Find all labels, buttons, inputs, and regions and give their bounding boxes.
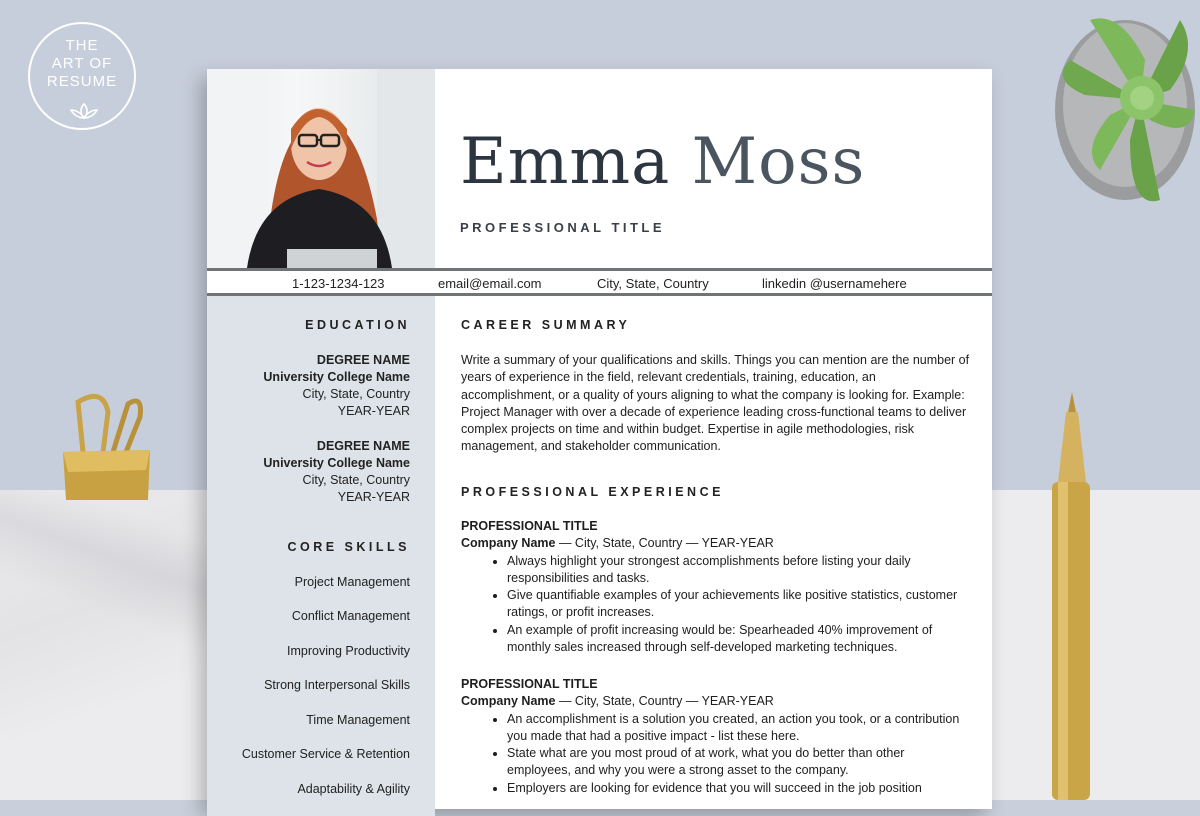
summary-heading: CAREER SUMMARY (461, 318, 631, 332)
job-bullet: • Give quantifiable examples of your achievements like positive statistics, customer ratings, or profit increases. (507, 587, 971, 622)
job-bullet: • Always highlight your strongest accomplishments before listing your daily responsibilities and tasks. (507, 553, 971, 588)
education-entry (263, 438, 410, 506)
job-bullets (461, 711, 971, 797)
contact-bar (207, 268, 992, 296)
lotus-icon (68, 102, 100, 120)
skill-item: Customer Service & Retention (241, 747, 410, 761)
profile-photo (207, 69, 435, 268)
skill-item: Improving Productivity (287, 644, 410, 658)
job-company-line (461, 535, 971, 552)
candidate-name (460, 125, 865, 199)
contact-linkedin: linkedin @usernamehere (762, 276, 907, 291)
job-bullet: • An example of profit increasing would be: Spearheaded 40% improvement of monthly sales increased through self-developed marketing techniques. (507, 622, 971, 657)
company-name: Company Name (461, 694, 556, 709)
school-location: City, State, Country (302, 387, 410, 401)
brand-logo (28, 22, 136, 130)
job-bullets (461, 553, 971, 657)
succulent-plant-image (1030, 0, 1200, 215)
job-bullet: • An accomplishment is a solution you created, an action you took, or a contribution you made that had a positive impact - list these here. (507, 711, 971, 746)
logo-line-2: ART OF (51, 55, 113, 72)
school-name: University College Name (263, 370, 410, 384)
first-name: Emma (460, 125, 671, 199)
job-entry (461, 518, 971, 656)
job-bullet: • Employers are looking for evidence that you will succeed in the job position (507, 780, 971, 797)
skills-heading: CORE SKILLS (287, 540, 410, 554)
job-bullet: • State what are you most proud of at work, what you do better than other employees, and why you were a strong asset to the company. (507, 745, 971, 780)
logo-line-1: THE (65, 37, 99, 54)
sidebar (207, 296, 435, 816)
skill-item: Adaptability & Agility (297, 782, 410, 796)
education-heading: EDUCATION (305, 318, 410, 332)
job-entry (461, 676, 971, 797)
job-details: — City, State, Country — YEAR-YEAR (555, 536, 774, 551)
logo-line-3: RESUME (46, 73, 118, 90)
job-title: PROFESSIONAL TITLE (461, 519, 598, 533)
gold-pen-image (1038, 392, 1098, 800)
job-details: — City, State, Country — YEAR-YEAR (555, 694, 774, 709)
professional-title: PROFESSIONAL TITLE (460, 220, 666, 235)
degree-name: DEGREE NAME (316, 353, 410, 367)
career-summary: Write a summary of your qualifications and skills. Things you can mention are the number of years of experience in the field, relevant credentials, training, education, an accomplishment, or a quality of yours aligning to what the company is looking for. Example: Project Manager with over a decade of experience leading cross-functional teams to deliver complex projects on time and within budget. Expertise in agile methodologies, risk management, and stakeholder communication. (461, 353, 970, 454)
school-name: University College Name (263, 456, 410, 470)
job-company-line (461, 693, 971, 710)
skill-item: Project Management (294, 575, 410, 589)
school-years: YEAR-YEAR (337, 490, 410, 504)
contact-phone: 1-123-1234-123 (292, 276, 385, 291)
skill-item: Time Management (306, 713, 410, 727)
contact-email: email@email.com (438, 276, 542, 291)
resume-page (207, 69, 992, 809)
experience-heading: PROFESSIONAL EXPERIENCE (461, 485, 724, 499)
school-years: YEAR-YEAR (337, 404, 410, 418)
education-entry (263, 352, 410, 420)
skill-item: Strong Interpersonal Skills (264, 678, 410, 692)
company-name: Company Name (461, 536, 556, 551)
degree-name: DEGREE NAME (316, 439, 410, 453)
binder-clip-image (58, 392, 158, 507)
job-title: PROFESSIONAL TITLE (461, 677, 598, 691)
school-location: City, State, Country (302, 473, 410, 487)
skill-item: Conflict Management (291, 609, 410, 623)
last-name: Moss (691, 125, 866, 199)
contact-location: City, State, Country (597, 276, 709, 291)
